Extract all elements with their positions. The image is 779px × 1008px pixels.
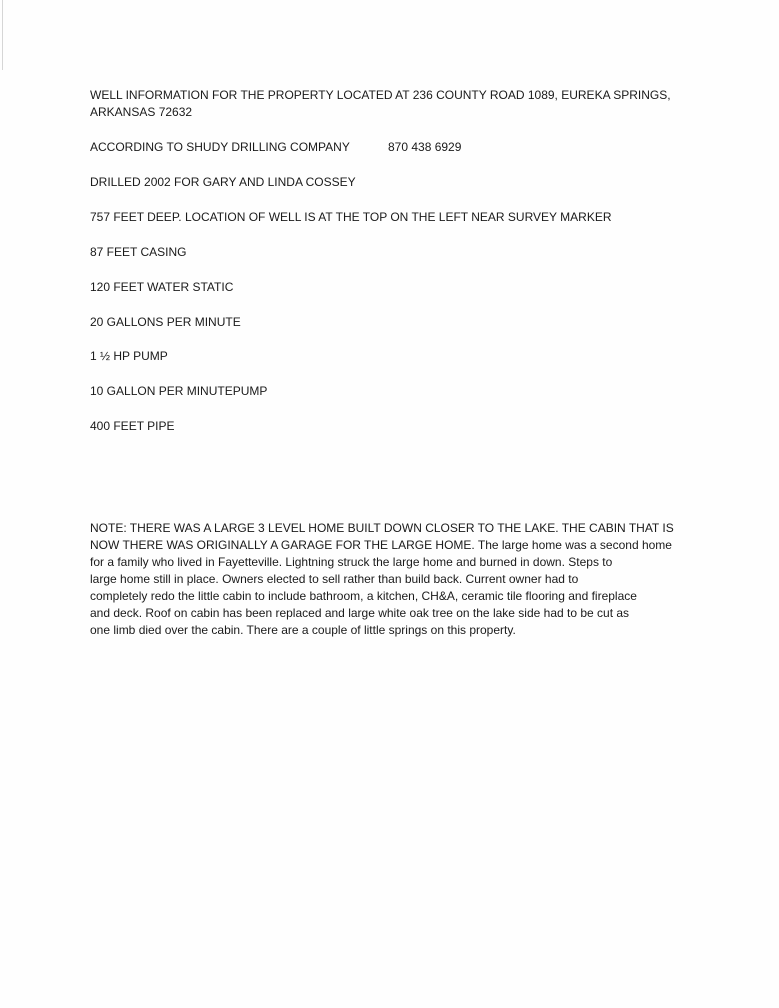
note-line: and deck. Roof on cabin has been replaced and large white oak tree on the lake side had to be cut as xyxy=(90,606,630,620)
company-phone: 870 438 6929 xyxy=(388,140,462,154)
header-line-1: WELL INFORMATION FOR THE PROPERTY LOCATED AT 236 COUNTY ROAD 1089, EUREKA SPRINGS, xyxy=(90,88,671,102)
note-line: NOTE: THERE WAS A LARGE 3 LEVEL HOME BUILT DOWN CLOSER TO THE LAKE. THE CABIN THAT IS xyxy=(90,521,674,535)
fact-drilled: DRILLED 2002 FOR GARY AND LINDA COSSEY xyxy=(90,175,356,189)
fact-pipe: 400 FEET PIPE xyxy=(90,419,175,433)
fact-casing: 87 FEET CASING xyxy=(90,245,187,259)
note-line: completely redo the little cabin to include bathroom, a kitchen, CH&A, ceramic tile flooring and fireplace xyxy=(90,589,637,603)
note-paragraph xyxy=(90,520,710,639)
note-line: large home still in place. Owners elected to sell rather than build back. Current owner had to xyxy=(90,572,579,586)
fact-pump-hp: 1 ½ HP PUMP xyxy=(90,349,168,363)
fact-gallons-per-minute: 20 GALLONS PER MINUTE xyxy=(90,315,241,329)
fact-depth-location: 757 FEET DEEP. LOCATION OF WELL IS AT THE TOP ON THE LEFT NEAR SURVEY MARKER xyxy=(90,210,612,224)
header-line-2: ARKANSAS 72632 xyxy=(90,105,193,119)
note-line: one limb died over the cabin. There are a couple of little springs on this property. xyxy=(90,623,516,637)
fact-water-static: 120 FEET WATER STATIC xyxy=(90,280,234,294)
fact-pump-rate: 10 GALLON PER MINUTEPUMP xyxy=(90,384,268,398)
scan-edge-line xyxy=(2,0,3,70)
note-line: for a family who lived in Fayetteville. Lightning struck the large home and burned in down. Steps to xyxy=(90,555,613,569)
company-source: ACCORDING TO SHUDY DRILLING COMPANY xyxy=(90,140,350,154)
note-line: NOW THERE WAS ORIGINALLY A GARAGE FOR THE LARGE HOME. The large home was a second home xyxy=(90,538,672,552)
